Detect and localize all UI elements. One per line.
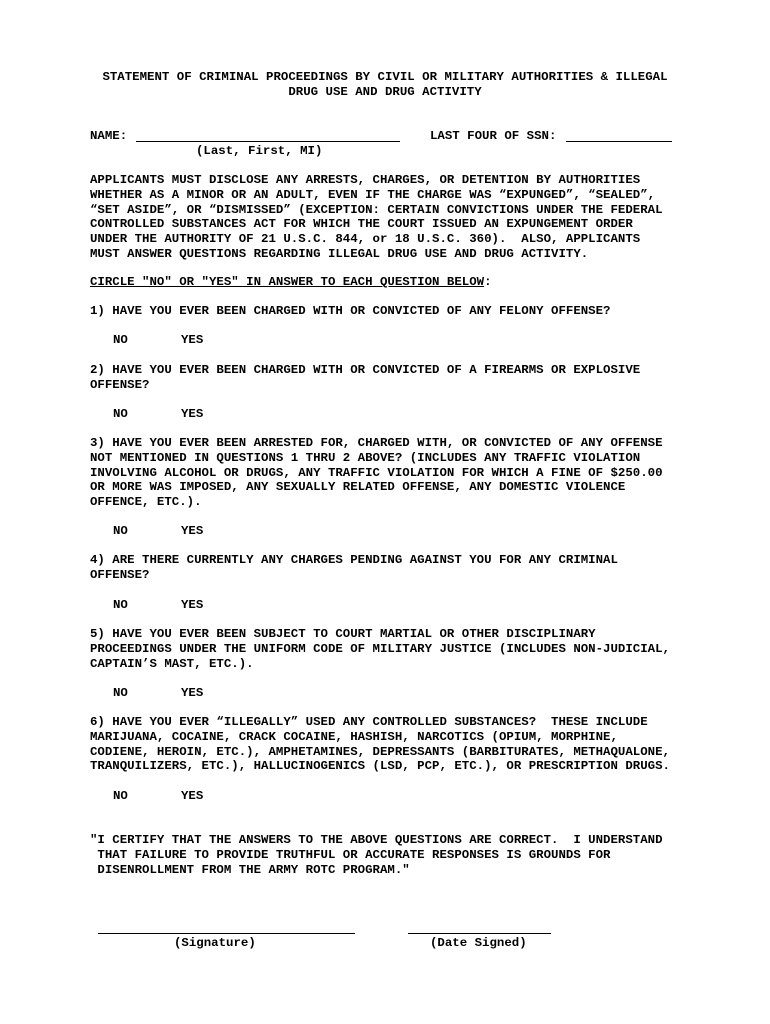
name-field[interactable] xyxy=(136,141,400,142)
question-2-line: OFFENSE? xyxy=(90,377,150,392)
circle-instruction xyxy=(90,275,492,290)
question-3-line: INVOLVING ALCOHOL OR DRUGS, ANY TRAFFIC VIOLATION FOR WHICH A FINE OF $250.00 xyxy=(90,465,663,480)
name-sublabel: (Last, First, MI) xyxy=(196,144,323,158)
question-6-line: 6) HAVE YOU EVER “ILLEGALLY” USED ANY CONTROLLED SUBSTANCES? THESE INCLUDE xyxy=(90,715,648,729)
form-title-line-1: STATEMENT OF CRIMINAL PROCEEDINGS BY CIVIL OR MILITARY AUTHORITIES & ILLEGAL xyxy=(102,70,668,84)
signature-line[interactable] xyxy=(98,933,355,934)
question-5-yes-option[interactable]: YES xyxy=(181,686,204,700)
question-6-line: TRANQUILIZERS, ETC.), HALLUCINOGENICS (LSD, PCP, ETC.), OR PRESCRIPTION DRUGS. xyxy=(90,759,670,774)
question-4-no-option[interactable]: NO xyxy=(113,598,128,612)
question-1-line: 1) HAVE YOU EVER BEEN CHARGED WITH OR CONVICTED OF ANY FELONY OFFENSE? xyxy=(90,304,611,318)
question-4-yes-option[interactable]: YES xyxy=(181,598,204,612)
question-2-line: 2) HAVE YOU EVER BEEN CHARGED WITH OR CONVICTED OF A FIREARMS OR EXPLOSIVE xyxy=(90,363,641,377)
certification-line: THAT FAILURE TO PROVIDE TRUTHFUL OR ACCURATE RESPONSES IS GROUNDS FOR xyxy=(90,847,611,862)
question-5-no-option[interactable]: NO xyxy=(113,686,128,700)
question-6-line: CODIENE, HEROIN, ETC.), AMPHETAMINES, DEPRESSANTS (BARBITURATES, METHAQUALONE, xyxy=(90,744,670,759)
instructions-line: WHETHER AS A MINOR OR AN ADULT, EVEN IF THE CHARGE WAS “EXPUNGED”, “SEALED”, xyxy=(90,187,656,202)
form-title-line-2: DRUG USE AND DRUG ACTIVITY xyxy=(288,85,482,99)
question-6-no-option[interactable]: NO xyxy=(113,789,128,803)
instructions-line: “SET ASIDE”, OR “DISMISSED” (EXCEPTION: CERTAIN CONVICTIONS UNDER THE FEDERAL xyxy=(90,202,663,217)
question-3-line: OFFENCE, ETC.). xyxy=(90,495,202,510)
question-2-no-option[interactable]: NO xyxy=(113,407,128,421)
question-3-line: NOT MENTIONED IN QUESTIONS 1 THRU 2 ABOVE? (INCLUDES ANY TRAFFIC VIOLATION xyxy=(90,450,641,465)
ssn-field[interactable] xyxy=(566,141,672,142)
ssn-label: LAST FOUR OF SSN: xyxy=(430,129,557,143)
question-3-no-option[interactable]: NO xyxy=(113,524,128,538)
question-5-line: CAPTAIN’S MAST, ETC.). xyxy=(90,656,254,671)
question-6-yes-option[interactable]: YES xyxy=(181,789,204,803)
circle-instruction-suffix: : xyxy=(484,275,492,289)
name-label: NAME: xyxy=(90,129,128,143)
question-5-line: PROCEEDINGS UNDER THE UNIFORM CODE OF MILITARY JUSTICE (INCLUDES NON-JUDICIAL, xyxy=(90,641,670,656)
question-2-yes-option[interactable]: YES xyxy=(181,407,204,421)
question-3-line: OR MORE WAS IMPOSED, ANY SEXUALLY RELATED OFFENSE, ANY DOMESTIC VIOLENCE xyxy=(90,480,626,495)
question-5-line: 5) HAVE YOU EVER BEEN SUBJECT TO COURT MARTIAL OR OTHER DISCIPLINARY xyxy=(90,627,596,641)
instructions-line: CONTROLLED SUBSTANCES ACT FOR WHICH THE COURT ISSUED AN EXPUNGEMENT ORDER xyxy=(90,217,633,232)
circle-instruction-text: CIRCLE "NO" OR "YES" IN ANSWER TO EACH QUESTION BELOW xyxy=(90,275,485,289)
date-signed-label: (Date Signed) xyxy=(430,936,527,950)
question-3-line: 3) HAVE YOU EVER BEEN ARRESTED FOR, CHARGED WITH, OR CONVICTED OF ANY OFFENSE xyxy=(90,436,663,450)
certification-line: "I CERTIFY THAT THE ANSWERS TO THE ABOVE QUESTIONS ARE CORRECT. I UNDERSTAND xyxy=(90,833,663,847)
signature-label: (Signature) xyxy=(174,936,256,950)
question-4-line: OFFENSE? xyxy=(90,567,150,582)
question-1-no-option[interactable]: NO xyxy=(113,333,128,347)
question-4-line: 4) ARE THERE CURRENTLY ANY CHARGES PENDING AGAINST YOU FOR ANY CRIMINAL xyxy=(90,553,618,567)
question-1-yes-option[interactable]: YES xyxy=(181,333,204,347)
date-signed-line[interactable] xyxy=(408,933,551,934)
instructions-line: APPLICANTS MUST DISCLOSE ANY ARRESTS, CHARGES, OR DETENTION BY AUTHORITIES xyxy=(90,173,641,187)
instructions-line: UNDER THE AUTHORITY OF 21 U.S.C. 844, or 18 U.S.C. 360). ALSO, APPLICANTS xyxy=(90,232,641,247)
question-3-yes-option[interactable]: YES xyxy=(181,524,204,538)
instructions-line: MUST ANSWER QUESTIONS REGARDING ILLEGAL DRUG USE AND DRUG ACTIVITY. xyxy=(90,247,589,261)
certification-line: DISENROLLMENT FROM THE ARMY ROTC PROGRAM." xyxy=(90,862,410,877)
question-6-line: MARIJUANA, COCAINE, CRACK COCAINE, HASHISH, NARCOTICS (OPIUM, MORPHINE, xyxy=(90,729,618,744)
